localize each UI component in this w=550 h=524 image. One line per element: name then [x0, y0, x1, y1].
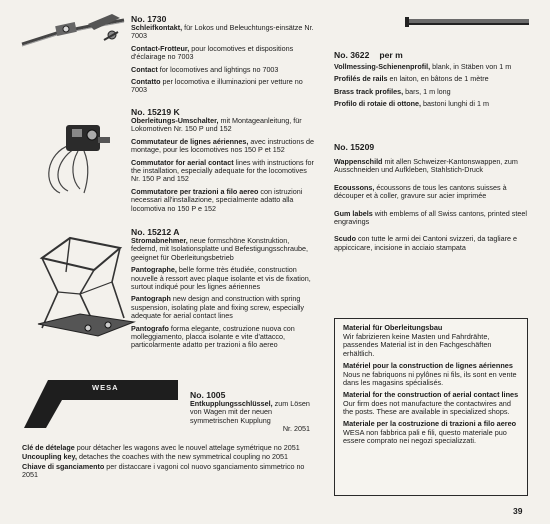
rail-profile-illustration	[405, 15, 530, 29]
item-desc: Commutateur de lignes aériennes, avec instructions de montage, pour les locomotives nos 150 P et 152	[131, 136, 314, 155]
item-desc: Pantograph new design and construction with spring suspension, isolating plate and fixing screw, especially adequate for aerial contact lines	[131, 294, 304, 321]
item-desc: Schleifkontakt, für Lokos und Beleuchtungs-einsätze Nr. 7003	[131, 23, 314, 41]
item-15219	[131, 107, 316, 217]
item-desc: Chiave di sganciamento per distaccare i vagoni col nuovo sganciamento simmetrico no 2051	[22, 461, 305, 480]
item-number: No. 15219 K	[131, 107, 180, 117]
uncoupling-key-illustration	[18, 366, 183, 436]
sliding-contact-illustration	[20, 10, 128, 52]
item-desc: Commutator for aerial contact lines with instructions for the installation, especially adequate for the locomotives Nr. 150 P and 152	[131, 157, 314, 184]
item-3622	[334, 50, 534, 109]
item-number: No. 1730	[131, 14, 167, 24]
item-desc: Gum labels with emblems of all Swiss cantons, printed steel engravings	[334, 208, 527, 227]
item-15209	[334, 142, 530, 252]
brand-label: WESA	[92, 383, 119, 392]
item-desc: Uncoupling key, detaches the coaches with the new symmetrical coupling no 2051	[22, 452, 288, 462]
pantograph-illustration	[28, 232, 138, 342]
item-desc: Contatto per locomotiva e illuminazioni per vetture no 7003	[131, 77, 303, 95]
item-number: No. 15212 A	[131, 227, 180, 237]
notice-entry: Matériel pour la construction de lignes aériennes Nous ne fabriquons ni pylônes ni fils, ils sont en vente dans les magasins spécialisés.	[343, 360, 517, 388]
commutator-illustration	[40, 115, 120, 195]
item-desc: Pantografo forma elegante, costruzione nuova con molleggiamento, placca isolante e vite d'attacco, particolarmente adatto per trazioni a filo aereo	[131, 323, 295, 350]
item-desc: Nr. 2051	[282, 424, 310, 434]
unit-label: per m	[379, 50, 403, 60]
item-desc: Pantographe, belle forme très étudiée, construction nouvelle à ressort avec plaque isolante et vis de fixation, surtout indiqué pour les lignes aériennes	[131, 265, 311, 292]
item-desc: Profilo di rotaie di ottone, bastoni lunghi di 1 m	[334, 99, 489, 109]
item-desc: Commutatore per trazioni a filo aereo con istruzioni necessari all'installazione, specialmente adatto alla locomotiva no 150 P e 152	[131, 186, 303, 213]
item-15212	[131, 227, 316, 354]
item-desc: Oberleitungs-Umschalter, mit Montageanleitung, für Lokomotiven Nr. 150 P und 152	[131, 116, 302, 134]
item-desc: Wappenschild mit allen Schweizer-Kantonswappen, zum Ausschneiden und Aufkleben, Stahlstich-Druck	[334, 157, 518, 175]
item-desc: Clé de dételage pour détacher les wagons avec le nouvel attelage symétrique no 2051	[22, 443, 300, 452]
item-desc: Ecoussons, écoussons de tous les cantons suisses à découper et à coller, gravure sur acier imprimée	[334, 182, 507, 201]
notice-entry: Material für Oberleitungsbau Wir fabrizieren keine Masten und Fahrdrähte, passendes Material ist in den Fachgeschäften erhältlich.	[343, 323, 492, 359]
item-desc: Brass track profiles, bars, 1 m long	[334, 86, 451, 96]
item-1730	[131, 14, 316, 99]
item-number: No. 1005	[190, 390, 226, 400]
item-desc: Stromabnehmer, neue formschöne Konstruktion, federnd, mit Isolationsplatte und Befestigungsschraube, geeignet für Oberleitungsbetrieb	[131, 236, 309, 262]
item-number: No. 3622 per m	[334, 50, 403, 60]
item-desc: Vollmessing-Schienenprofil, blank, in Stäben von 1 m	[334, 62, 512, 71]
item-number: No. 15209	[334, 142, 375, 152]
item-1005	[190, 390, 310, 434]
item-desc: Contact-Frotteur, pour locomotives et dispositions d'éclairage no 7003	[131, 43, 294, 62]
notice-entry: Material for the construction of aerial contact lines Our firm does not manufacture the contactwires and the posts. These are available in specialized shops.	[343, 389, 519, 417]
page-number: 39	[513, 506, 523, 516]
item-1005-more	[22, 444, 317, 480]
notice-entry: Materiale per la costruzione di trazioni a filo aereo WESA non fabbrica pali e fili, questo materiale puo essere comprato nei negozi specializzati.	[343, 419, 517, 446]
notice-box	[334, 318, 528, 496]
item-desc: Contact for locomotives and lightings no 7003	[131, 64, 279, 74]
item-desc: Scudo con tutte le armi dei Cantoni svizzeri, da tagliare e appiccicare, incisione in acciaio stampata	[334, 234, 517, 252]
item-desc: Entkupplungsschlüssel, zum Lösen von Wagen mit der neuen symmetrischen Kupplung	[190, 399, 310, 425]
item-desc: Profilés de rails en laiton, en bâtons de 1 mètre	[334, 74, 489, 84]
